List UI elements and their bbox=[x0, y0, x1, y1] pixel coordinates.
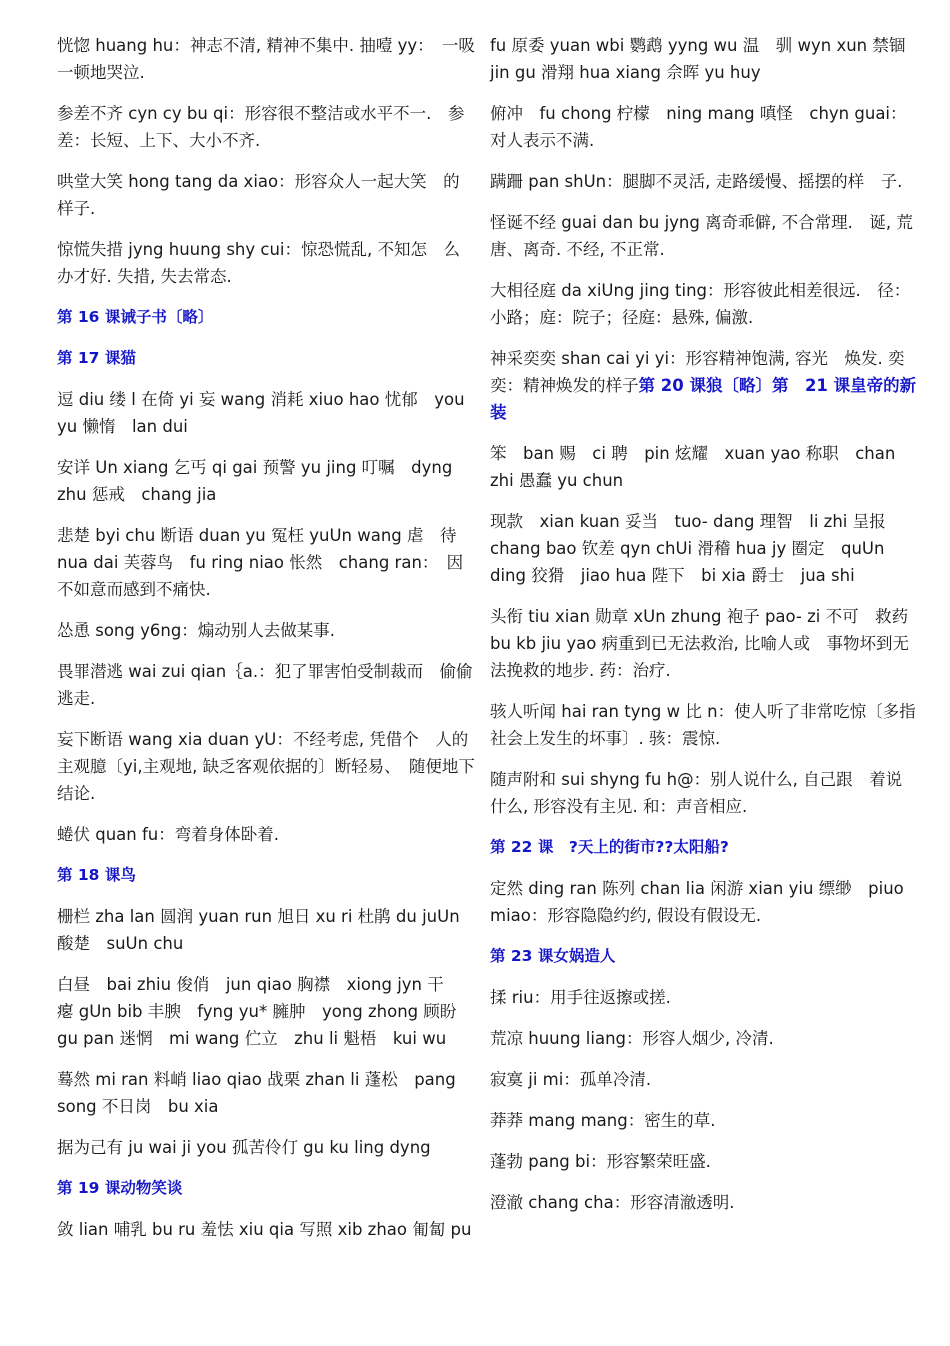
vocab-entry: 悲楚 byi chu 断语 duan yu 冤枉 yuUn wang 虐 待 nua dai 芙蓉鸟 fu ring niao 怅然 chang ran： 因不如意而感到不痛快. bbox=[57, 526, 464, 599]
vocab-entry: 栅栏 zha lan 圆润 yuan run 旭日 xu ri 杜鹃 du juUn 酸楚 suUn chu bbox=[57, 907, 460, 953]
vocab-entry: 恍惚 huang hu：神志不清, 精神不集中. 抽噎 yy： 一吸一顿地哭泣. bbox=[57, 36, 475, 82]
vocab-entry: 敛 lian 哺乳 bu ru 羞怯 xiu qia 写照 xib zhao 匍匐 pu bbox=[57, 1220, 472, 1239]
vocab-entry: 哄堂大笑 hong tang da xiao：形容众人一起大笑 的样子. bbox=[57, 172, 460, 218]
vocab-entry: fu 原委 yuan wbi 鹦鹉 yyng wu 温 驯 wyn xun 禁锢 jin gu 滑翔 hua xiang 佘晖 yu huy bbox=[490, 36, 906, 82]
vocab-entry: 妄下断语 wang xia duan yU：不经考虑, 凭借个 人的主观臆〔yi,主观地, 缺乏客观依据的〕断轻易、 随便地下结论. bbox=[57, 730, 475, 803]
lesson-heading: 第 23 课女娲造人 bbox=[490, 947, 616, 965]
vocab-entry: 澄澈 chang cha：形容清澈透明. bbox=[490, 1193, 735, 1212]
vocab-entry: 逗 diu 缕 l 在倚 yi 妄 wang 消耗 xiuo hao 忧郁 you yu 懒惰 lan dui bbox=[57, 390, 465, 436]
vocab-entry: 头衔 tiu xian 勋章 xUn zhung 袍子 pao- zi 不可 救药 bu kb jiu yao 病重到已无法救治, 比喻人或 事物坏到无法挽救的地步. 药：治疗. bbox=[490, 607, 910, 680]
vocab-entry: 白昼 bai zhiu 俊俏 jun qiao 胸襟 xiong jyn 干 瘪 gUn bib 丰腴 fyng yu* 臃肿 yong zhong 顾盼 gu pan 迷惘 mi wang 伫立 zhu li 魁梧 kui wu bbox=[57, 975, 473, 1048]
vocab-entry: 俯冲 fu chong 柠檬 ning mang 嗔怪 chyn guai： 对人表示不满. bbox=[490, 104, 915, 150]
lesson-heading: 第 16 课诫子书〔略〕 bbox=[57, 308, 214, 326]
vocab-entry: 荒凉 huung liang：形容人烟少, 冷清. bbox=[490, 1029, 774, 1048]
vocab-entry: 定然 ding ran 陈列 chan lia 闲游 xian yiu 缥缈 piuo miao：形容隐隐约约, 假设有假设无. bbox=[490, 879, 904, 925]
vocab-entry: 惊慌失措 jyng huung shy cui：惊恐慌乱, 不知怎 么办才好. 失措, 失去常态. bbox=[57, 240, 460, 286]
vocab-entry: 参差不齐 cyn cy bu qi：形容很不整洁或水平不一. 参差：长短、上下、大小不齐. bbox=[57, 104, 465, 150]
right-column bbox=[490, 32, 918, 1230]
vocab-entry: 蜷伏 quan fu：弯着身体卧着. bbox=[57, 825, 280, 844]
lesson-heading: 第 20 课狼〔略〕第 21 课皇帝的新装 bbox=[490, 376, 917, 422]
lesson-heading: 第 19 课动物笑谈 bbox=[57, 1179, 183, 1197]
vocab-entry: 安详 Un xiang 乞丐 qi gai 预警 yu jing 叮嘱 dyng zhu 惩戒 chang jia bbox=[57, 458, 453, 504]
vocab-entry: 据为己有 ju wai ji you 孤苦伶仃 gu ku ling dyng bbox=[57, 1138, 431, 1157]
lesson-heading: 第 22 课 ?天上的街市??太阳船? bbox=[490, 838, 729, 856]
vocab-entry: 蓦然 mi ran 料峭 liao qiao 战栗 zhan li 蓬松 pang song 不日岗 bu xia bbox=[57, 1070, 456, 1116]
lesson-heading: 第 18 课鸟 bbox=[57, 866, 136, 884]
vocab-entry: 大相径庭 da xiUng jing ting：形容彼此相差很远. 径：小路；庭：院子；径庭：悬殊, 偏激. bbox=[490, 281, 911, 327]
left-column bbox=[57, 32, 475, 1257]
vocab-entry: 蓬勃 pang bi：形容繁荣旺盛. bbox=[490, 1152, 711, 1171]
vocab-entry: 骇人听闻 hai ran tyng w 比 n：使人听了非常吃惊〔多指社会上发生的坏事〕. 骇：震惊. bbox=[490, 702, 916, 748]
vocab-entry: 现款 xian kuan 妥当 tuo- dang 理智 li zhi 呈报 chang bao 钦差 qyn chUi 滑稽 hua jy 圈定 quUn ding 狡猾 jiao hua 陛下 bi xia 爵士 jua shi bbox=[490, 512, 886, 585]
vocab-entry: 随声附和 sui shyng fu h@：别人说什么, 自己跟 着说什么, 形容没有主见. 和：声音相应. bbox=[490, 770, 903, 816]
vocab-entry: 笨 ban 赐 ci 聘 pin 炫耀 xuan yao 称职 chan zhi 愚蠢 yu chun bbox=[490, 444, 896, 490]
vocab-entry: 畏罪潜逃 wai zui qian｛a.：犯了罪害怕受制裁而 偷偷逃走. bbox=[57, 662, 473, 708]
vocab-entry: 怪诞不经 guai dan bu jyng 离奇乖僻, 不合常理. 诞, 荒唐、离奇. 不经, 不正常. bbox=[490, 213, 913, 259]
vocab-entry: 莽莽 mang mang：密生的草. bbox=[490, 1111, 716, 1130]
vocab-entry-text: 神采奕奕 shan cai yi yi：形容精神饱满, 容光 焕发. 奕奕：精神焕发的样子 bbox=[490, 349, 905, 395]
vocab-entry: 寂寞 ji mi：孤单冷清. bbox=[490, 1070, 652, 1089]
vocab-entry: 怂恿 song y6ng：煽动别人去做某事. bbox=[57, 621, 336, 640]
vocab-entry: 蹒跚 pan shUn：腿脚不灵活, 走路缓慢、摇摆的样 子. bbox=[490, 172, 903, 191]
vocab-entry-with-heading bbox=[490, 345, 918, 426]
vocab-entry: 揉 riu：用手往返擦或搓. bbox=[490, 988, 671, 1007]
lesson-heading: 第 17 课猫 bbox=[57, 349, 136, 367]
